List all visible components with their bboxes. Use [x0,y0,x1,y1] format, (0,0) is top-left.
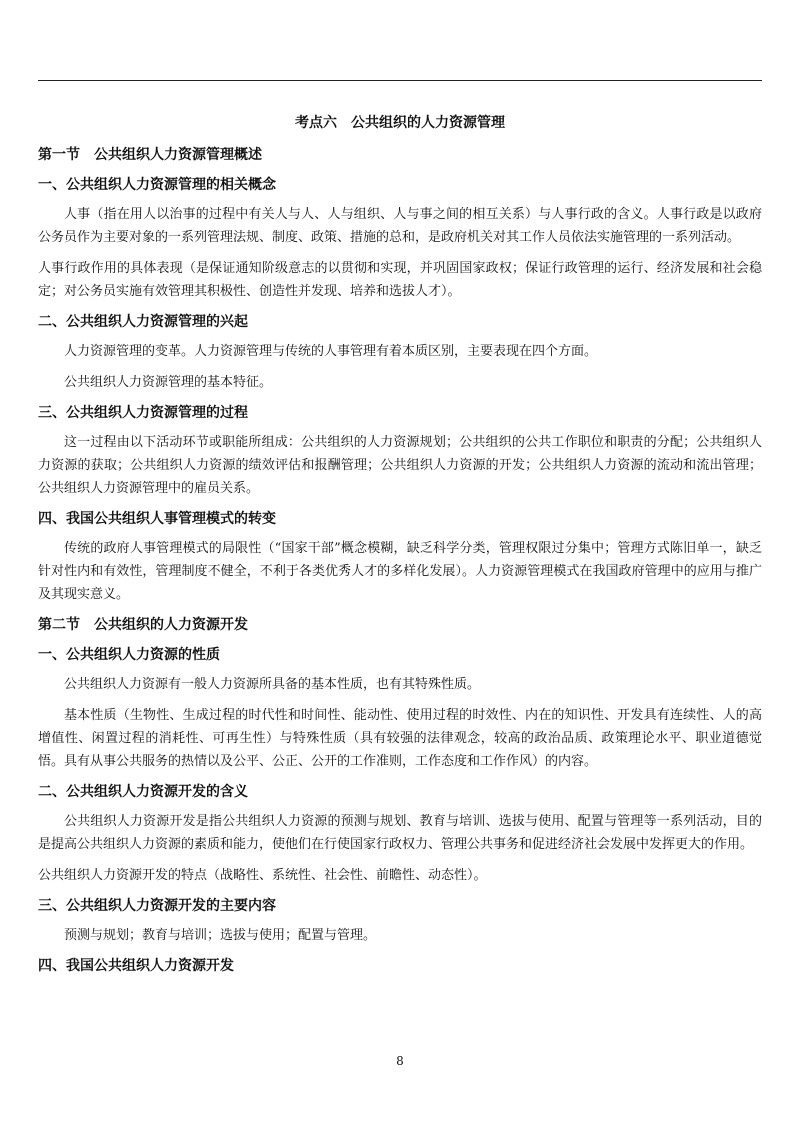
subsection-heading-2-3: 三、公共组织人力资源开发的主要内容 [38,898,276,914]
subsection-heading-1-4: 四、我国公共组织人事管理模式的转变 [38,511,276,527]
subsection-heading-2-2: 二、公共组织人力资源开发的含义 [38,784,248,800]
paragraph: 这一过程由以下活动环节或职能所组成：公共组织的人力资源规划；公共组织的公共工作职位和职责的分配；公共组织人力资源的获取；公共组织人力资源的绩效评估和报酬管理；公共组织人力资源的开发；公共组织人力资源的流动和流出管理；公共组织人力资源管理中的雇员关系。 [38,435,762,496]
paragraph: 人力资源管理的变革。人力资源管理与传统的人事管理有着本质区别，主要表现在四个方面。 [64,344,598,359]
document-title: 考点六 公共组织的人力资源管理 [295,115,505,131]
paragraph: 公共组织人力资源有一般人力资源所具备的基本性质，也有其特殊性质。 [64,677,481,692]
subsection-heading-1-3: 三、公共组织人力资源管理的过程 [38,405,248,421]
paragraph: 人事（指在用人以治事的过程中有关人与人、人与组织、人与事之间的相互关系）与人事行政的含义。人事行政是以政府公务员作为主要对象的一系列管理法规、制度、政策、措施的总和，是政府机关对其工作人员依法实施管理的一系列活动。 [38,207,762,245]
paragraph: 预测与规划；教育与培训；选拔与使用；配置与管理。 [64,928,377,943]
paragraph: 公共组织人力资源开发是指公共组织人力资源的预测与规划、教育与培训、选拔与使用、配置与管理等一系列活动，目的是提高公共组织人力资源的素质和能力，使他们在行使国家行政权力、管理公共事务和促进经济社会发展中发挥更大的作用。 [38,814,762,852]
paragraph: 基本性质（生物性、生成过程的时代性和时间性、能动性、使用过程的时效性、内在的知识性、开发具有连续性、人的高增值性、闲置过程的消耗性、可再生性）与特殊性质（具有较强的法律观念，较高的政治品质、政策理论水平、职业道德觉悟。具有从事公共服务的热情以及公平、公正、公开的工作准则，工作态度和工作作风）的内容。 [38,708,762,769]
section-heading-1: 第一节 公共组织人力资源管理概述 [38,147,262,163]
header-rule [38,80,762,81]
subsection-heading-1-2: 二、公共组织人力资源管理的兴起 [38,314,248,330]
document-body [38,108,762,984]
subsection-heading-2-1: 一、公共组织人力资源的性质 [38,647,220,663]
paragraph: 公共组织人力资源管理的基本特征。 [64,375,273,390]
page-number: 8 [396,1054,404,1068]
subsection-heading-2-4: 四、我国公共组织人力资源开发 [38,958,234,974]
section-heading-2: 第二节 公共组织的人力资源开发 [38,617,248,633]
paragraph: 人事行政作用的具体表现（是保证通知阶级意志的以贯彻和实现，并巩固国家政权；保证行政管理的运行、经济发展和社会稳定；对公务员实施有效管理其积极性、创造性并发现、培养和选拔人才）。 [38,261,762,299]
subsection-heading-1-1: 一、公共组织人力资源管理的相关概念 [38,177,276,193]
paragraph: 传统的政府人事管理模式的局限性（“国家干部”概念模糊，缺乏科学分类，管理权限过分集中；管理方式陈旧单一，缺乏针对性内和有效性，管理制度不健全，不利于各类优秀人才的多样化发展）。人力资源管理模式在我国政府管理中的应用与推广及其现实意义。 [38,541,762,602]
paragraph: 公共组织人力资源开发的特点（战略性、系统性、社会性、前瞻性、动态性）。 [38,868,487,883]
